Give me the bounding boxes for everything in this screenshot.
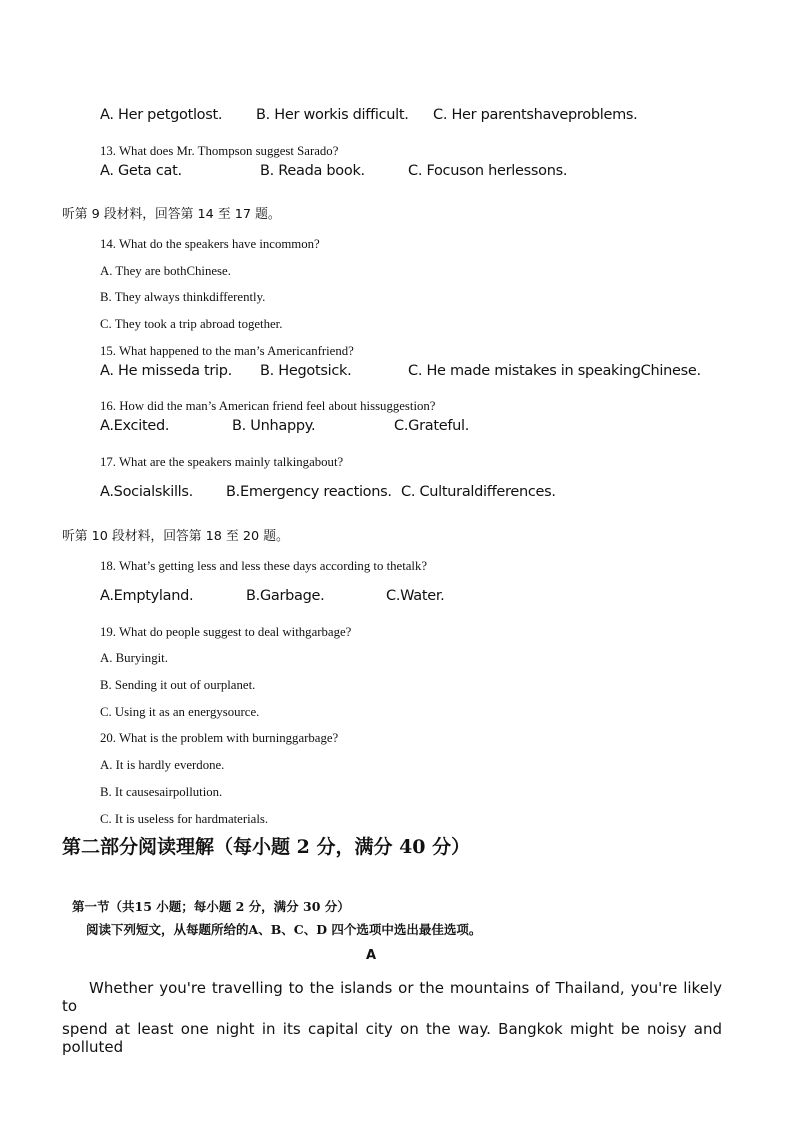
section-9-heading: 听第 9 段材料，回答第 14 至 17 题。 xyxy=(62,207,281,222)
q16-question: 16. How did the man’s American friend feel about hissuggestion? xyxy=(100,399,436,413)
reading-instructions: 阅读下列短文，从每题所给的A、B、C、D 四个选项中选出最佳选项。 xyxy=(86,922,482,937)
q12-option-c: C. Her parentshaveproblems. xyxy=(433,107,638,123)
q12-option-b: B. Her workis difficult. xyxy=(256,107,409,123)
q13-option-c: C. Focuson herlessons. xyxy=(408,163,568,179)
q18-question: 18. What’s getting less and less these days according to thetalk? xyxy=(100,559,428,573)
q13-options xyxy=(100,163,567,179)
q13-option-a: A. Geta cat. xyxy=(100,163,182,179)
q13-question: 13. What does Mr. Thompson suggest Sarado? xyxy=(100,144,339,158)
passage-line-2: spend at least one night in its capital city on the way. Bangkok might be noisy and polluted xyxy=(62,1020,722,1056)
q20-option-b: B. It causesairpollution. xyxy=(100,785,223,799)
q20-option-c: C. It is useless for hardmaterials. xyxy=(100,812,269,826)
q18-option-b: B.Garbage. xyxy=(246,588,325,604)
q19-option-b: B. Sending it out of ourplanet. xyxy=(100,678,256,692)
q17-option-a: A.Socialskills. xyxy=(100,484,193,500)
q16-option-c: C.Grateful. xyxy=(394,418,470,434)
q12-option-a: A. Her petgotlost. xyxy=(100,107,223,123)
section-10-heading: 听第 10 段材料，回答第 18 至 20 题。 xyxy=(62,529,289,544)
q14-option-a: A. They are bothChinese. xyxy=(100,264,231,278)
q19-question: 19. What do people suggest to deal withgarbage? xyxy=(100,625,352,639)
q16-option-a: A.Excited. xyxy=(100,418,170,434)
q15-option-b: B. Hegotsick. xyxy=(260,363,352,379)
q18-option-a: A.Emptyland. xyxy=(100,588,194,604)
q16-options xyxy=(100,418,469,434)
q19-option-c: C. Using it as an energysource. xyxy=(100,705,260,719)
q12-options xyxy=(100,107,637,123)
q15-option-c: C. He made mistakes in speakingChinese. xyxy=(408,363,701,379)
q18-option-c: C.Water. xyxy=(386,588,445,604)
q16-option-b: B. Unhappy. xyxy=(232,418,316,434)
q14-question: 14. What do the speakers have incommon? xyxy=(100,237,320,251)
q20-question: 20. What is the problem with burninggarbage? xyxy=(100,731,339,745)
q17-options xyxy=(100,484,556,500)
q14-option-c: C. They took a trip abroad together. xyxy=(100,317,283,331)
q13-option-b: B. Reada book. xyxy=(260,163,365,179)
passage-line-1: Whether you're travelling to the islands or the mountains of Thailand, you're likely to xyxy=(62,979,722,1015)
section-1-title: 第一节（共15 小题；每小题 2 分，满分 30 分） xyxy=(72,899,350,914)
q18-options xyxy=(100,588,444,604)
q17-question: 17. What are the speakers mainly talkingabout? xyxy=(100,455,344,469)
q14-option-b: B. They always thinkdifferently. xyxy=(100,290,266,304)
q15-options xyxy=(100,363,701,379)
part-2-title: 第二部分阅读理解（每小题 2 分，满分 40 分） xyxy=(62,836,471,858)
q17-option-c: C. Culturaldifferences. xyxy=(401,484,556,500)
q20-option-a: A. It is hardly everdone. xyxy=(100,758,225,772)
q19-option-a: A. Buryingit. xyxy=(100,651,168,665)
q15-option-a: A. He misseda trip. xyxy=(100,363,232,379)
q17-option-b: B.Emergency reactions. xyxy=(226,484,392,500)
q15-question: 15. What happened to the man’s Americanfriend? xyxy=(100,344,354,358)
passage-letter: A xyxy=(366,948,377,963)
